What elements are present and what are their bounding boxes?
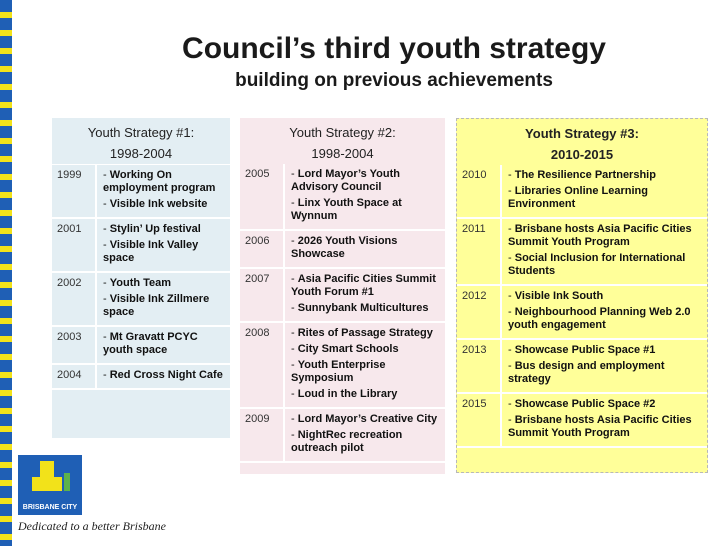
- year-cell: 2008: [240, 322, 284, 408]
- list-item: - Visible Ink Valley space: [103, 239, 199, 264]
- list-item: - Neighbourhood Planning Web 2.0 youth engagement: [508, 306, 691, 331]
- milestones-table: [240, 164, 445, 463]
- strategy-column-2: [240, 118, 445, 474]
- table-row: [240, 322, 445, 408]
- strategy-name: Youth Strategy #3:: [525, 126, 639, 141]
- items-cell: [501, 339, 707, 393]
- table-row: [240, 164, 445, 230]
- list-item: - The Resilience Partnership: [508, 169, 656, 181]
- table-row: [52, 272, 230, 326]
- list-item: - Lord Mayor’s Youth Advisory Council: [291, 168, 400, 193]
- table-row: [52, 218, 230, 272]
- items-cell: [501, 285, 707, 339]
- strategy-header: [52, 118, 230, 164]
- strategy-header: [240, 118, 445, 164]
- items-cell: [284, 164, 445, 230]
- list-item: - Linx Youth Space at Wynnum: [291, 197, 402, 222]
- brisbane-city-logo: [18, 455, 82, 515]
- list-item: - Visible Ink website: [103, 198, 208, 210]
- strategy-column-1: [52, 118, 230, 438]
- list-item: - Red Cross Night Cafe: [103, 369, 223, 381]
- strategy-name: Youth Strategy #1:: [87, 125, 195, 140]
- year-cell: 2004: [52, 364, 96, 389]
- list-item: - Visible Ink Zillmere space: [103, 293, 210, 318]
- strategy-period: 1998-2004: [311, 146, 374, 161]
- year-cell: 2013: [457, 339, 501, 393]
- year-cell: 2006: [240, 230, 284, 268]
- year-cell: 2005: [240, 164, 284, 230]
- list-item: - Libraries Online Learning Environment: [508, 185, 648, 210]
- list-item: - Showcase Public Space #1: [508, 344, 656, 356]
- year-cell: 1999: [52, 165, 96, 219]
- page-title: Council’s third youth strategy: [182, 32, 606, 65]
- list-item: - Stylin’ Up festival: [103, 223, 201, 235]
- items-cell: [501, 218, 707, 285]
- list-item: - Visible Ink South: [508, 290, 604, 302]
- table-row: [52, 165, 230, 219]
- items-cell: [284, 408, 445, 462]
- year-cell: 2010: [457, 165, 501, 218]
- table-row: [52, 364, 230, 389]
- list-item: - Asia Pacific Cities Summit Youth Forum #1: [291, 273, 436, 298]
- strategy-header: [457, 119, 707, 165]
- items-cell: [96, 364, 230, 389]
- list-item: - Youth Team: [103, 277, 172, 289]
- year-cell: 2007: [240, 268, 284, 322]
- strategy-period: 1998-2004: [109, 146, 173, 161]
- strategy-period: 2010-2015: [550, 147, 614, 162]
- items-cell: [284, 268, 445, 322]
- list-item: - Social Inclusion for International Students: [508, 252, 686, 277]
- strategy-name: Youth Strategy #2:: [289, 125, 396, 140]
- list-item: - Loud in the Library: [291, 388, 398, 400]
- footer-tagline: Dedicated to a better Brisbane: [18, 519, 166, 533]
- items-cell: [96, 272, 230, 326]
- table-row: [457, 165, 707, 218]
- list-item: - City Smart Schools: [291, 343, 399, 355]
- items-cell: [501, 393, 707, 447]
- left-decorative-stripe: [0, 0, 12, 546]
- year-cell: 2001: [52, 218, 96, 272]
- list-item: - Brisbane hosts Asia Pacific Cities Summit Youth Program: [508, 223, 692, 248]
- list-item: - Lord Mayor’s Creative City: [291, 413, 438, 425]
- list-item: - Mt Gravatt PCYC youth space: [103, 331, 198, 356]
- list-item: - Rites of Passage Strategy: [291, 327, 433, 339]
- table-row: [240, 268, 445, 322]
- list-item: - Brisbane hosts Asia Pacific Cities Summit Youth Program: [508, 414, 692, 439]
- year-cell: 2002: [52, 272, 96, 326]
- table-row: [240, 408, 445, 462]
- city-hall-base: [32, 477, 62, 491]
- milestones-table: [52, 164, 230, 390]
- items-cell: [501, 165, 707, 218]
- list-item: - NightRec recreation outreach pilot: [291, 429, 403, 454]
- table-row: [457, 218, 707, 285]
- table-row: [52, 326, 230, 364]
- page-subtitle: building on previous achievements: [235, 70, 553, 91]
- table-row: [457, 285, 707, 339]
- items-cell: [96, 165, 230, 219]
- items-cell: [96, 218, 230, 272]
- year-cell: 2015: [457, 393, 501, 447]
- list-item: - 2026 Youth Visions Showcase: [291, 235, 398, 260]
- table-row: [457, 393, 707, 447]
- list-item: - Sunnybank Multicultures: [291, 302, 429, 314]
- table-row: [457, 339, 707, 393]
- logo-label: BRISBANE CITY: [22, 504, 78, 511]
- year-cell: 2003: [52, 326, 96, 364]
- year-cell: 2011: [457, 218, 501, 285]
- list-item: - Showcase Public Space #2: [508, 398, 656, 410]
- items-cell: [284, 322, 445, 408]
- strategy-column-3: [456, 118, 708, 473]
- items-cell: [96, 326, 230, 364]
- year-cell: 2009: [240, 408, 284, 462]
- milestones-table: [457, 165, 707, 448]
- list-item: - Youth Enterprise Symposium: [291, 359, 386, 384]
- list-item: - Working On employment program: [103, 169, 216, 194]
- list-item: - Bus design and employment strategy: [508, 360, 665, 385]
- palm-tree-icon: [64, 473, 70, 491]
- year-cell: 2012: [457, 285, 501, 339]
- table-row: [240, 230, 445, 268]
- items-cell: [284, 230, 445, 268]
